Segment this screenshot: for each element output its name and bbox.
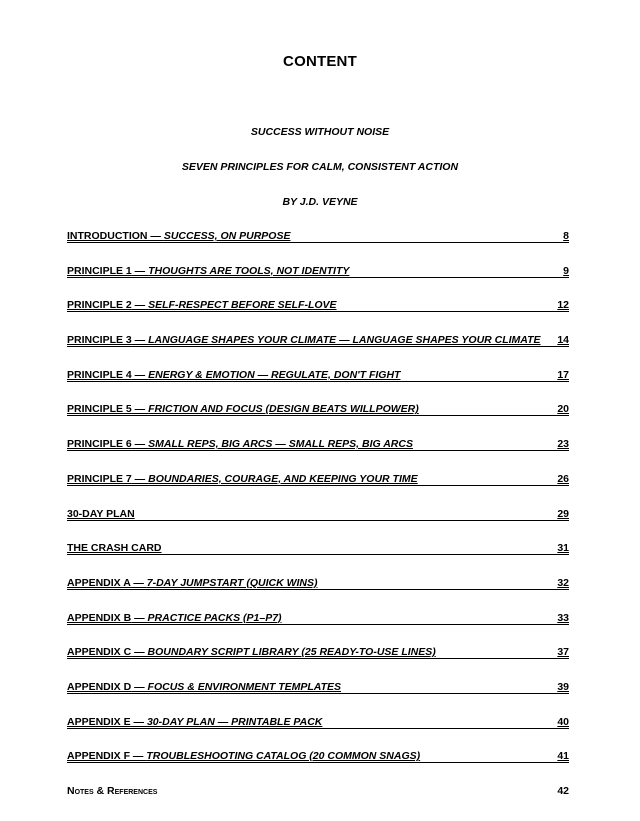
table-of-contents (67, 229, 569, 819)
toc-entry-title: PRINCIPLE 6 (67, 438, 132, 451)
toc-entry-title: PRINCIPLE 7 (67, 472, 132, 485)
toc-entry-page: 32 (557, 576, 569, 589)
toc-entry-page: 29 (557, 507, 569, 520)
toc-entry-subtitle: LANGUAGE SHAPES YOUR CLIMATE — LANGUAGE SHAPES YOUR CLIMATE (148, 334, 541, 347)
toc-entry-page: 20 (557, 403, 569, 416)
toc-entry-principle-3[interactable]: PRINCIPLE 3 — LANGUAGE SHAPES YOUR CLIMATE — LANGUAGE SHAPES YOUR CLIMATE 14 (67, 334, 569, 347)
toc-entry-subtitle: BOUNDARIES, COURAGE, AND KEEPING YOUR TIME (148, 472, 418, 485)
toc-entry-subtitle: SMALL REPS, BIG ARCS — SMALL REPS, BIG ARCS (148, 438, 413, 451)
toc-entry-principle-7[interactable]: PRINCIPLE 7 — BOUNDARIES, COURAGE, AND KEEPING YOUR TIME 26 (67, 472, 569, 485)
toc-entry-title: 30-DAY PLAN (67, 507, 135, 520)
toc-entry-principle-5[interactable]: PRINCIPLE 5 — FRICTION AND FOCUS (DESIGN BEATS WILLPOWER) 20 (67, 403, 569, 416)
toc-entry-page: 14 (557, 334, 569, 347)
toc-entry-subtitle: 30-DAY PLAN — PRINTABLE PACK (146, 715, 323, 728)
toc-entry-title: PRINCIPLE 5 (67, 403, 132, 416)
toc-entry-principle-2[interactable]: PRINCIPLE 2 — SELF-RESPECT BEFORE SELF-LOVE 12 (67, 299, 569, 312)
toc-entry-principle-6[interactable]: PRINCIPLE 6 — SMALL REPS, BIG ARCS — SMALL REPS, BIG ARCS 23 (67, 438, 569, 451)
page-title: CONTENT (283, 53, 357, 70)
toc-entry-30-day-plan[interactable] (67, 507, 569, 542)
toc-entry-crash-card[interactable] (67, 541, 569, 576)
toc-entry-title: PRINCIPLE 1 (67, 264, 132, 277)
toc-entry-title: PRINCIPLE 2 (67, 299, 132, 312)
toc-entry-title: THE CRASH CARD (67, 542, 162, 555)
toc-entry-page: 23 (557, 438, 569, 451)
toc-entry-appendix-b[interactable]: APPENDIX B — PRACTICE PACKS (P1–P7) 33 (67, 611, 569, 624)
toc-entry-page: 26 (557, 472, 569, 485)
toc-entry-title: APPENDIX B (67, 611, 132, 624)
toc-entry-subtitle: BOUNDARY SCRIPT LIBRARY (25 READY-TO-USE LINES) (147, 646, 436, 659)
book-tagline: SEVEN PRINCIPLES FOR CALM, CONSISTENT ACTION (181, 161, 459, 173)
toc-entry-title: APPENDIX C (67, 646, 132, 659)
toc-entry-appendix-d[interactable]: APPENDIX D — FOCUS & ENVIRONMENT TEMPLATES 39 (67, 680, 569, 693)
toc-entry-notes[interactable] (67, 784, 569, 819)
toc-entry-subtitle: 7-DAY JUMPSTART (QUICK WINS) (146, 576, 318, 589)
toc-entry-page: 37 (557, 646, 569, 659)
toc-entry-principle-4[interactable]: PRINCIPLE 4 — ENERGY & EMOTION — REGULATE, DON'T FIGHT 17 (67, 368, 569, 381)
toc-entry-page: 12 (557, 299, 569, 312)
toc-entry-subtitle: PRACTICE PACKS (P1–P7) (147, 611, 282, 624)
toc-entry-page: 39 (557, 680, 569, 693)
toc-entry-subtitle: THOUGHTS ARE TOOLS, NOT IDENTITY (148, 264, 350, 277)
toc-entry-title: INTRODUCTION (67, 230, 148, 242)
toc-entry-title: APPENDIX E (67, 715, 131, 728)
book-subtitle: SUCCESS WITHOUT NOISE (250, 126, 390, 138)
toc-entry-title: APPENDIX F (67, 750, 131, 763)
toc-entry-appendix-a[interactable]: APPENDIX A — 7-DAY JUMPSTART (QUICK WINS) 32 (67, 576, 569, 589)
toc-entry-appendix-c[interactable]: APPENDIX C — BOUNDARY SCRIPT LIBRARY (25 READY-TO-USE LINES) 37 (67, 646, 569, 659)
toc-entry-page: 9 (563, 264, 569, 277)
toc-entry-page: 33 (557, 611, 569, 624)
toc-entry-subtitle: SELF-RESPECT BEFORE SELF-LOVE (148, 299, 337, 312)
toc-entry-subtitle: FOCUS & ENVIRONMENT TEMPLATES (147, 680, 342, 693)
toc-entry-title: APPENDIX D (67, 680, 132, 693)
toc-entry-subtitle: TROUBLESHOOTING CATALOG (20 COMMON SNAGS) (146, 750, 421, 763)
toc-entry-page: 42 (557, 785, 569, 797)
toc-entry-appendix-f[interactable]: APPENDIX F — TROUBLESHOOTING CATALOG (20 COMMON SNAGS) 41 (67, 750, 569, 763)
toc-entry-principle-1[interactable]: PRINCIPLE 1 — THOUGHTS ARE TOOLS, NOT IDENTITY 9 (67, 264, 569, 277)
toc-entry-subtitle: FRICTION AND FOCUS (DESIGN BEATS WILLPOWER) (148, 403, 419, 416)
toc-entry-title: Notes & References (67, 785, 158, 797)
toc-entry-title: APPENDIX A (67, 576, 131, 589)
toc-entry-page: 31 (557, 542, 569, 555)
toc-entry-title: PRINCIPLE 4 (67, 368, 132, 381)
toc-entry-page: 17 (557, 368, 569, 381)
toc-entry-title: PRINCIPLE 3 (67, 334, 132, 347)
toc-entry-introduction[interactable]: INTRODUCTION — SUCCESS, ON PURPOSE 8 (67, 230, 569, 242)
book-author: BY J.D. VEYNE (282, 196, 358, 208)
toc-entry-page: 8 (563, 230, 569, 242)
toc-entry-subtitle: ENERGY & EMOTION — REGULATE, DON'T FIGHT (148, 368, 401, 381)
toc-entry-page: 41 (557, 750, 569, 763)
toc-entry-page: 40 (557, 715, 569, 728)
toc-entry-subtitle: SUCCESS, ON PURPOSE (163, 230, 291, 242)
toc-entry-appendix-e[interactable]: APPENDIX E — 30-DAY PLAN — PRINTABLE PACK 40 (67, 715, 569, 728)
